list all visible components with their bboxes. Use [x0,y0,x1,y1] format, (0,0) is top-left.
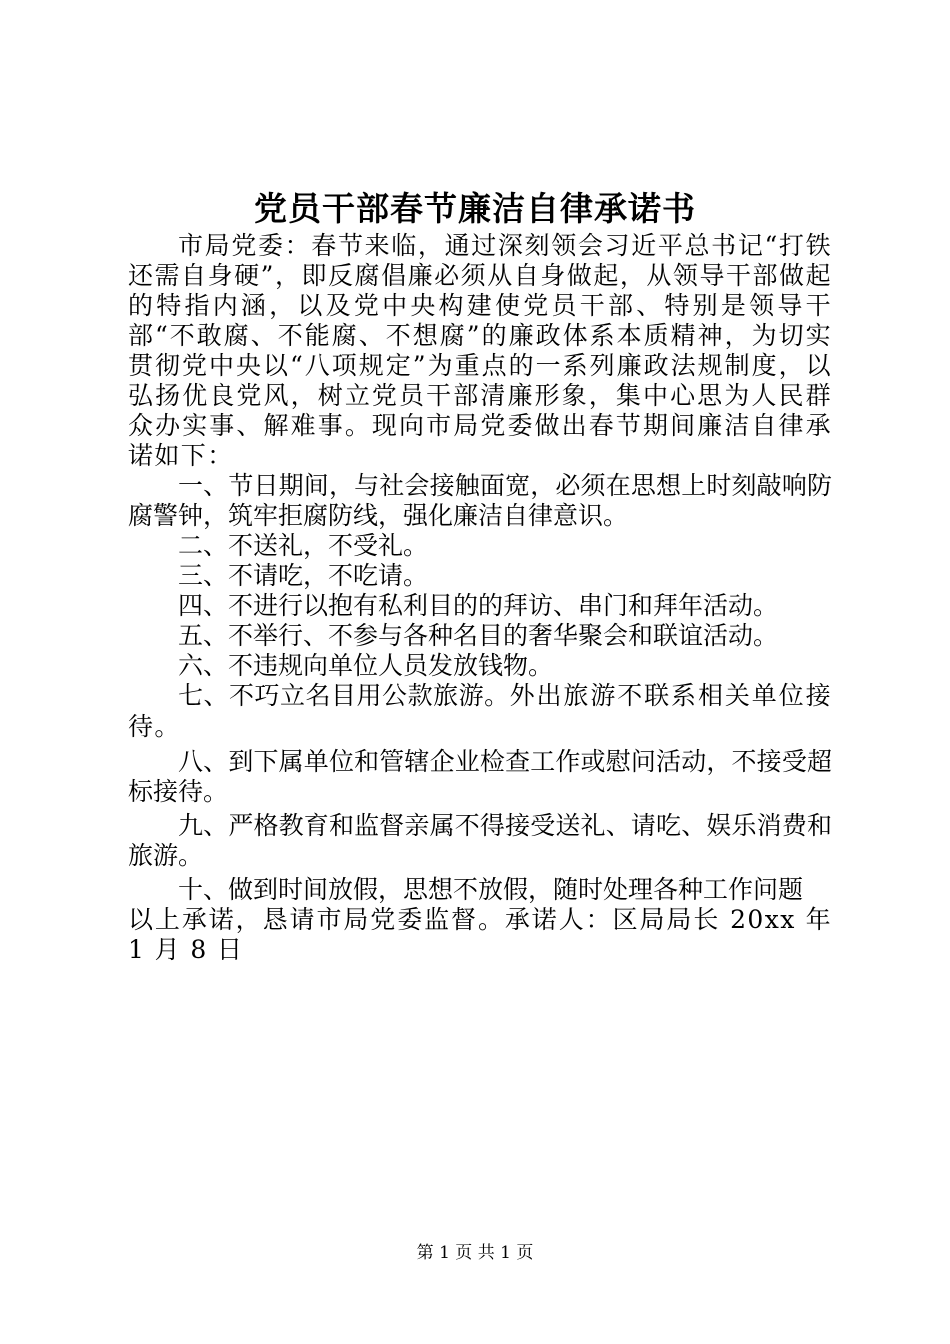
pledge-item-2: 二、不送礼，不受礼。 [178,531,429,560]
pledge-item-7-main: 七、不巧立名目用公款旅游。 [178,681,510,710]
intro-paragraph: 市局党委：春节来临，通过深刻领会习近平总书记“打铁还需自身硬”，即反腐倡廉必须从自身做起，从领导干部做起的特指内涵，以及党中央构建使党员干部、特别是领导干部“不敢腐、不能腐、不想腐”的廉政体系本质精神，为切实贯彻党中央以“八项规定”为重点的一系列廉政法规制度，以弘扬优良党风，树立党员干部清廉形象，集中心思为人民群众办实事、解难事。现向市局党委做出春节期间廉洁自律承诺如下： [128,231,832,470]
pledge-item-7-tail: 外出旅游不联系相关单位接待。 [128,681,832,741]
document-title: 党员干部春节廉洁自律承诺书 [254,189,696,228]
pledge-item-9: 九、严格教育和监督亲属不得接受送礼、请吃、娱乐消费和旅游。 [128,811,832,870]
pledge-item-5: 五、不举行、不参与各种名目的奢华聚会和联谊活动。 [178,621,779,650]
pledge-item-7 [128,681,832,743]
pledge-item-10: 十、做到时间放假，思想不放假，随时处理各种工作问题 [178,875,804,904]
pledge-item-4: 四、不进行以抱有私利目的的拜访、串门和拜年活动。 [178,591,779,620]
document-body [128,231,832,965]
pledge-item-6: 六、不违规向单位人员发放钱物。 [178,651,554,680]
closing-paragraph: 以上承诺，恳请市局党委监督。承诺人：区局局长 20xx 年 1 月 8 日 [128,905,832,964]
pledge-item-3: 三、不请吃，不吃请。 [178,561,429,590]
page-footer: 第 1 页 共 1 页 [416,1243,534,1263]
pledge-item-8: 八、到下属单位和管辖企业检查工作或慰问活动，不接受超标接待。 [128,747,832,806]
pledge-item-1: 一、节日期间，与社会接触面宽，必须在思想上时刻敲响防腐警钟，筑牢拒腐防线，强化廉洁自律意识。 [128,471,832,530]
